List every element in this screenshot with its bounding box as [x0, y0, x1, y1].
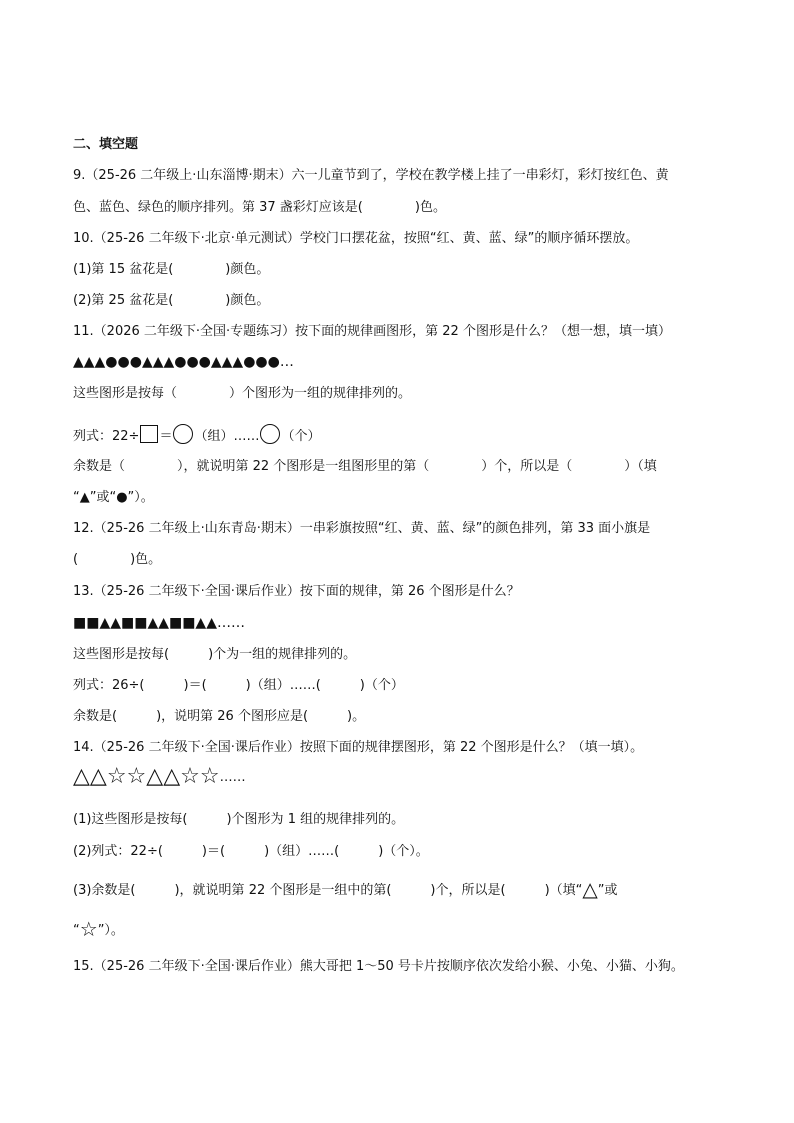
- answer-circle[interactable]: [173, 424, 193, 444]
- q13-line4: 余数是( )，说明第 26 个图形应是( )。: [73, 709, 366, 724]
- q13-line2: 这些图形是按每( )个为一组的规律排列的。: [73, 647, 357, 662]
- q14-sub4-b: ”）。: [97, 923, 124, 938]
- q11-line4: “▲”或“●”）。: [73, 490, 154, 505]
- q14-sub3: [73, 877, 618, 901]
- q14-shape-sequence: [73, 764, 246, 789]
- answer-box[interactable]: [140, 425, 158, 443]
- q14-sub3-b: ”或: [597, 883, 618, 898]
- q11-line3: 余数是（ ），就说明第 22 个图形是一组图形里的第（ ）个，所以是（ ）（填: [73, 459, 657, 474]
- q10-line1: 10.（25-26 二年级下·北京·单元测试）学校门口摆花盆，按照“红、黄、蓝、绿”的顺序循环摆放。: [73, 231, 639, 246]
- q11-formula-a: 列式：22÷: [73, 429, 140, 444]
- q11-formula-d: （个）: [281, 429, 321, 444]
- q10-sub2: (2)第 25 盆花是( )颜色。: [73, 293, 270, 308]
- answer-circle[interactable]: [260, 424, 280, 444]
- triangle-icon: △: [582, 877, 598, 901]
- q10-sub1: (1)第 15 盆花是( )颜色。: [73, 262, 270, 277]
- q11-formula: [73, 424, 320, 446]
- outline-shapes: △△☆☆△△☆☆: [73, 764, 220, 789]
- q15-line1: 15.（25-26 二年级下·全国·课后作业）熊大哥把 1～50 号卡片按顺序依次发给小猴、小兔、小猫、小狗。: [73, 959, 684, 974]
- q13-line1: 13.（25-26 二年级下·全国·课后作业）按下面的规律，第 26 个图形是什么？: [73, 584, 520, 599]
- q14-sub3-a: (3)余数是( )，就说明第 22 个图形是一组中的第( )个，所以是( )（填“: [73, 883, 583, 898]
- section-title: 二、填空题: [73, 137, 139, 152]
- q14-sub4: [73, 917, 124, 941]
- q11-formula-c: （组）……: [194, 429, 260, 444]
- q12-line1: 12.（25-26 二年级上·山东青岛·期末）一串彩旗按照“红、黄、蓝、绿”的颜色排列，第 33 面小旗是: [73, 521, 651, 536]
- q11-formula-b: ＝: [159, 429, 173, 444]
- q11-line1: 11.（2026 二年级下·全国·专题练习）按下面的规律画图形，第 22 个图形是什么？（想一想，填一填）: [73, 324, 671, 339]
- q13-line3: 列式：26÷( )＝( )（组）……( )（个）: [73, 678, 404, 693]
- q13-shape-sequence: ■■▲▲■■▲▲■■▲▲……: [73, 615, 245, 631]
- q11-shape-sequence: ▲▲▲●●●▲▲▲●●●▲▲▲●●●…: [73, 354, 294, 370]
- q14-line1: 14.（25-26 二年级下·全国·课后作业）按照下面的规律摆图形，第 22 个图形是什么？（填一填）。: [73, 740, 644, 755]
- q14-sub4-a: “: [73, 923, 80, 938]
- q14-sub1: (1)这些图形是按每( )个图形为 1 组的规律排列的。: [73, 812, 405, 827]
- q11-line2: 这些图形是按每（ ）个图形为一组的规律排列的。: [73, 386, 412, 401]
- star-icon: ☆: [79, 917, 98, 941]
- q12-line2: ( )色。: [73, 552, 162, 567]
- q14-sub2: (2)列式：22÷( )＝( )（组）……( )（个）。: [73, 844, 429, 859]
- q9-line1: 9.（25-26 二年级上·山东淄博·期末）六一儿童节到了，学校在教学楼上挂了一串彩灯，彩灯按红色、黄: [73, 168, 669, 183]
- q9-line2: 色、蓝色、绿色的顺序排列。第 37 盏彩灯应该是( )色。: [73, 200, 446, 215]
- shapes-ellipsis: ……: [219, 770, 246, 785]
